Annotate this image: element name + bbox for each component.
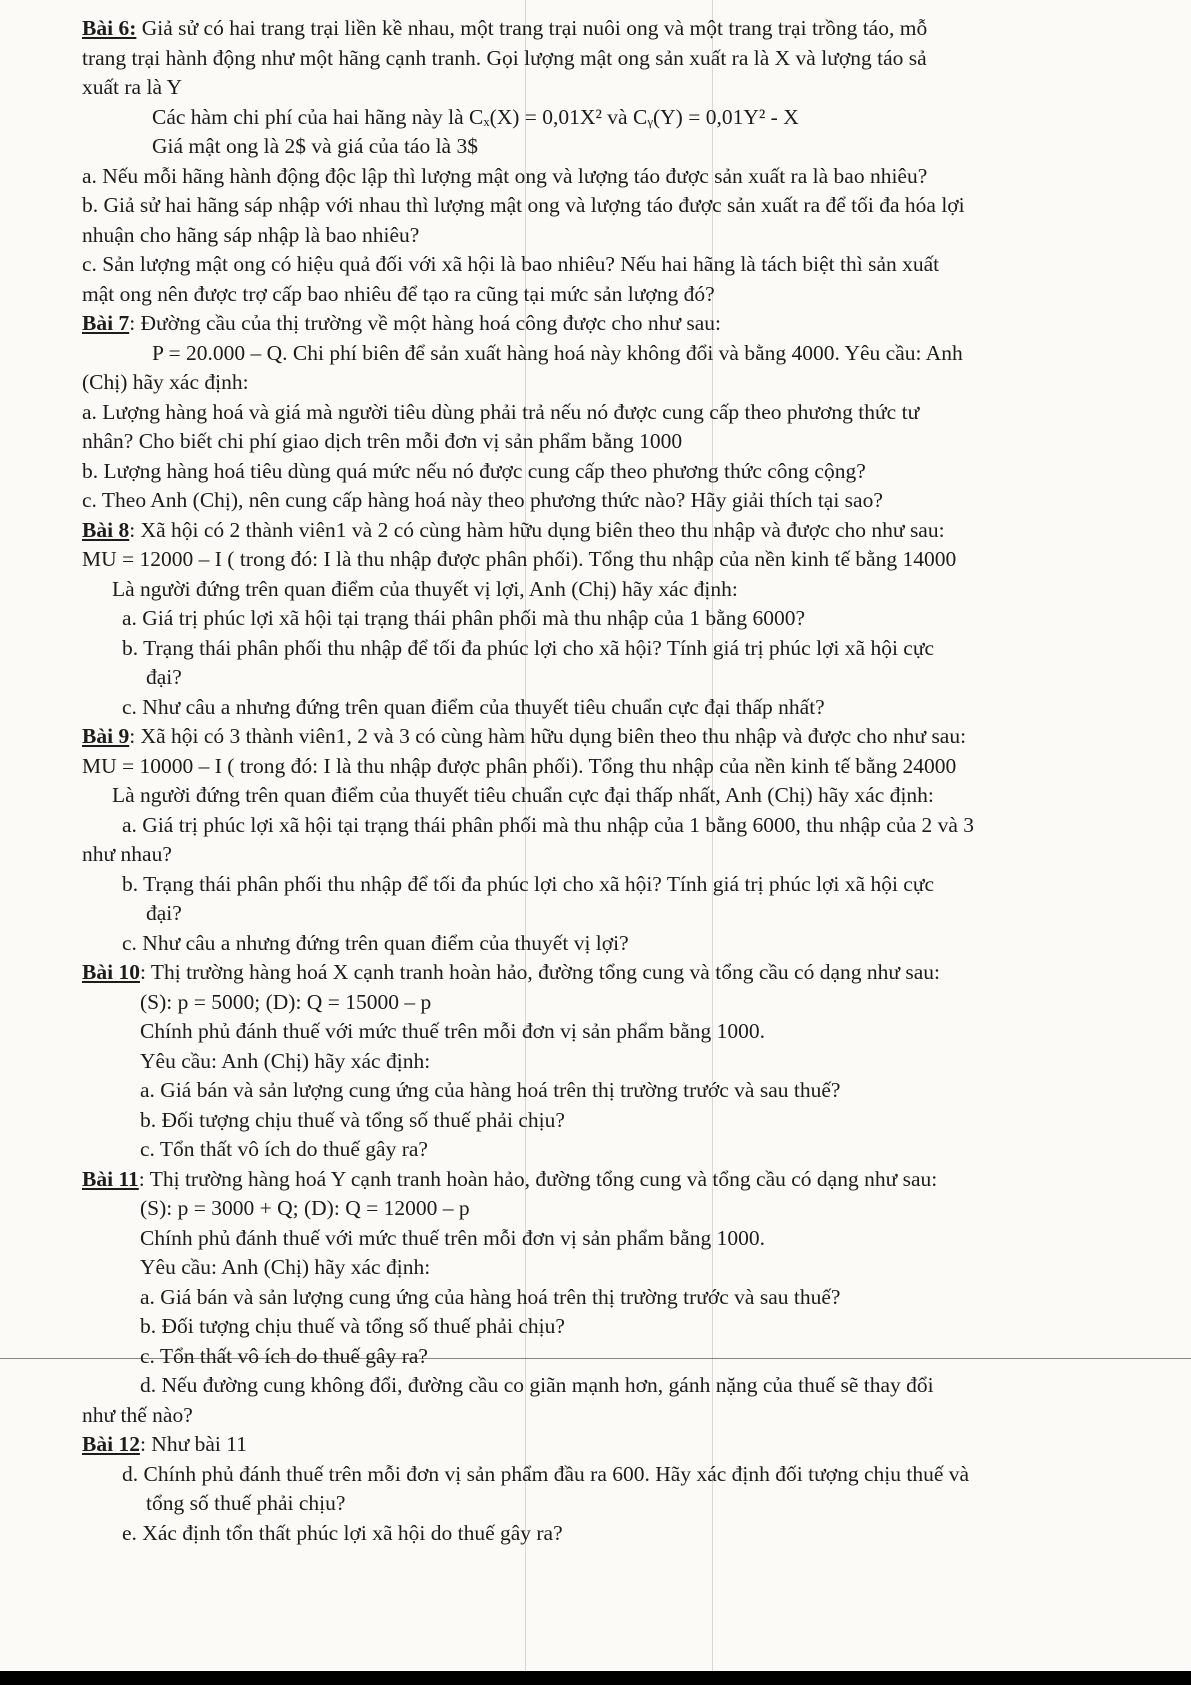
text-line (82, 1224, 1182, 1254)
line-text: trang trại hành động như một hãng cạnh tranh. Gọi lượng mật ong sản xuất ra là X và lượng táo sả (82, 45, 927, 70)
line-text: d. Nếu đường cung không đổi, đường cầu co giãn mạnh hơn, gánh nặng của thuế sẽ thay đổi (140, 1373, 934, 1397)
line-text: Yêu cầu: Anh (Chị) hãy xác định: (140, 1048, 431, 1073)
text-line (82, 1283, 1182, 1313)
text-line (82, 929, 1182, 959)
text-line (82, 1076, 1182, 1106)
line-text: xuất ra là Y (82, 75, 183, 99)
text-line (82, 250, 1182, 280)
line-text: Là người đứng trên quan điểm của thuyết vị lợi, Anh (Chị) hãy xác định: (112, 576, 738, 601)
text-line (82, 1312, 1182, 1342)
line-text: c. Theo Anh (Chị), nên cung cấp hàng hoá này theo phương thức nào? Hãy giải thích tại sao? (82, 488, 883, 512)
text-line (82, 781, 1182, 811)
text-line (82, 162, 1182, 192)
text-line (82, 1253, 1182, 1283)
text-line (82, 191, 1182, 221)
line-text: Là người đứng trên quan điểm của thuyết tiêu chuẩn cực đại thấp nhất, Anh (Chị) hãy xác định: (112, 783, 934, 807)
text-line (82, 1489, 1182, 1519)
line-text: b. Trạng thái phân phối thu nhập để tối đa phúc lợi cho xã hội? Tính giá trị phúc lợi xã hội cực (122, 871, 935, 896)
text-line (82, 1106, 1182, 1136)
exercise-title: Bài 10 (82, 960, 140, 984)
exercise-text (82, 14, 1182, 1548)
line-text: c. Tổn thất vô ích do thuế gây ra? (140, 1343, 428, 1368)
text-line (82, 1401, 1182, 1431)
text-line (82, 398, 1182, 428)
line-text: như thế nào? (82, 1402, 193, 1427)
text-line (82, 44, 1182, 74)
text-line (82, 1194, 1182, 1224)
line-text: a. Giá trị phúc lợi xã hội tại trạng thái phân phối mà thu nhập của 1 bằng 6000, thu nhập của 2 và 3 (122, 812, 975, 837)
line-text: a. Giá trị phúc lợi xã hội tại trạng thái phân phối mà thu nhập của 1 bằng 6000? (122, 606, 806, 630)
line-text: e. Xác định tổn thất phúc lợi xã hội do thuế gây ra? (122, 1520, 563, 1545)
line-text: d. Chính phủ đánh thuế trên mỗi đơn vị sản phẩm đầu ra 600. Hãy xác định đối tượng chịu thuế và (122, 1461, 970, 1486)
line-text: Chính phủ đánh thuế với mức thuế trên mỗi đơn vị sản phẩm bằng 1000. (140, 1225, 765, 1250)
line-text: b. Trạng thái phân phối thu nhập để tối đa phúc lợi cho xã hội? Tính giá trị phúc lợi xã hội cực (122, 635, 935, 660)
scan-bottom-edge (0, 1671, 1191, 1685)
text-line (82, 958, 1182, 988)
exercise-title: Bài 6: (82, 16, 137, 40)
exercise-title: Bài 7 (82, 311, 130, 335)
line-text: Giả sử có hai trang trại liền kề nhau, một trang trại nuôi ong và một trang trại trồng táo, mỗ (136, 16, 928, 40)
line-text: : Xã hội có 2 thành viên1 và 2 có cùng hàm hữu dụng biên theo thu nhập và được cho như sau: (129, 517, 945, 542)
text-line (82, 840, 1182, 870)
text-line (82, 811, 1182, 841)
text-line (82, 221, 1182, 251)
text-line (82, 427, 1182, 457)
line-text: như nhau? (82, 842, 172, 866)
text-line (82, 73, 1182, 103)
line-text: đại? (146, 901, 182, 925)
text-line (82, 309, 1182, 339)
text-line (82, 1519, 1182, 1549)
line-text: a. Nếu mỗi hãng hành động độc lập thì lượng mật ong và lượng táo được sản xuất ra là bao nhiêu? (82, 163, 928, 188)
text-line (82, 339, 1182, 369)
text-line (82, 1430, 1182, 1460)
line-text: đại? (146, 665, 182, 689)
line-text: b. Lượng hàng hoá tiêu dùng quá mức nếu nó được cung cấp theo phương thức công cộng? (82, 458, 866, 483)
text-line (82, 988, 1182, 1018)
line-text: : Đường cầu của thị trường về một hàng hoá công được cho như sau: (129, 311, 722, 335)
line-text: P = 20.000 – Q. Chi phí biên để sản xuất hàng hoá này không đổi và bằng 4000. Yêu cầu: Anh (152, 340, 963, 365)
line-text: (Chị) hãy xác định: (82, 370, 249, 394)
exercise-title: Bài 12 (82, 1432, 140, 1456)
text-line (82, 516, 1182, 546)
line-text: c. Như câu a nhưng đứng trên quan điểm của thuyết tiêu chuẩn cực đại thấp nhất? (122, 694, 825, 719)
text-line (82, 1460, 1182, 1490)
line-text: b. Đối tượng chịu thuế và tổng số thuế phải chịu? (140, 1107, 565, 1132)
text-line (82, 103, 1182, 133)
text-line (82, 634, 1182, 664)
line-text: Giá mật ong là 2$ và giá của táo là 3$ (152, 134, 478, 158)
text-line (82, 1047, 1182, 1077)
line-text: : Thị trường hàng hoá Y cạnh tranh hoàn hảo, đường tổng cung và tổng cầu có dạng như sau: (138, 1166, 938, 1191)
text-line (82, 1342, 1182, 1372)
line-text: b. Đối tượng chịu thuế và tổng số thuế phải chịu? (140, 1314, 565, 1338)
line-text: nhuận cho hãng sáp nhập là bao nhiêu? (82, 222, 420, 247)
line-text: nhân? Cho biết chi phí giao dịch trên mỗi đơn vị sản phẩm bằng 1000 (82, 429, 683, 453)
text-line (82, 1165, 1182, 1195)
line-text: c. Tổn thất vô ích do thuế gây ra? (140, 1137, 428, 1161)
text-line (82, 545, 1182, 575)
line-text: Các hàm chi phí của hai hãng này là Cₓ(X) = 0,01X² và Cᵧ(Y) = 0,01Y² - X (152, 104, 799, 129)
line-text: Yêu cầu: Anh (Chị) hãy xác định: (140, 1255, 431, 1279)
line-text: (S): p = 3000 + Q; (D): Q = 12000 – p (140, 1196, 470, 1220)
text-line (82, 486, 1182, 516)
line-text: mật ong nên được trợ cấp bao nhiêu để tạo ra cũng tại mức sản lượng đó? (82, 281, 715, 306)
line-text: MU = 10000 – I ( trong đó: I là thu nhập được phân phối). Tổng thu nhập của nền kinh tế bằng 24000 (82, 753, 957, 778)
line-text: c. Sản lượng mật ong có hiệu quả đối với xã hội là bao nhiêu? Nếu hai hãng là tách biệt thì sản xuất (82, 252, 940, 276)
text-line (82, 604, 1182, 634)
text-line (82, 575, 1182, 605)
text-line (82, 1135, 1182, 1165)
line-text: Chính phủ đánh thuế với mức thuế trên mỗi đơn vị sản phẩm bằng 1000. (140, 1019, 765, 1043)
exercise-title: Bài 9 (82, 724, 130, 748)
line-text: b. Giả sử hai hãng sáp nhập với nhau thì lượng mật ong và lượng táo được sản xuất ra để tối đa hóa lợi (82, 193, 965, 217)
line-text: : Như bài 11 (139, 1432, 247, 1456)
text-line (82, 14, 1182, 44)
text-line (82, 368, 1182, 398)
line-text: MU = 12000 – I ( trong đó: I là thu nhập được phân phối). Tổng thu nhập của nền kinh tế bằng 14000 (82, 547, 957, 571)
text-line (82, 1017, 1182, 1047)
line-text: c. Như câu a nhưng đứng trên quan điểm của thuyết vị lợi? (122, 930, 629, 955)
text-line (82, 722, 1182, 752)
text-line (82, 899, 1182, 929)
line-text: a. Lượng hàng hoá và giá mà người tiêu dùng phải trả nếu nó được cung cấp theo phương thức tư (82, 399, 920, 424)
text-line (82, 693, 1182, 723)
text-line (82, 1371, 1182, 1401)
line-text: a. Giá bán và sản lượng cung ứng của hàng hoá trên thị trường trước và sau thuế? (140, 1284, 841, 1309)
line-text: (S): p = 5000; (D): Q = 15000 – p (140, 989, 432, 1014)
text-line (82, 280, 1182, 310)
line-text: a. Giá bán và sản lượng cung ứng của hàng hoá trên thị trường trước và sau thuế? (140, 1078, 841, 1102)
line-text: tổng số thuế phải chịu? (146, 1491, 346, 1515)
exercise-title: Bài 8 (82, 517, 130, 542)
text-line (82, 457, 1182, 487)
line-text: : Xã hội có 3 thành viên1, 2 và 3 có cùng hàm hữu dụng biên theo thu nhập và được cho như sau: (129, 724, 967, 748)
exercise-title: Bài 11 (82, 1166, 139, 1191)
text-line (82, 752, 1182, 782)
line-text: : Thị trường hàng hoá X cạnh tranh hoàn hảo, đường tổng cung và tổng cầu có dạng như sau: (139, 960, 941, 984)
text-line (82, 870, 1182, 900)
text-line (82, 663, 1182, 693)
text-line (82, 132, 1182, 162)
